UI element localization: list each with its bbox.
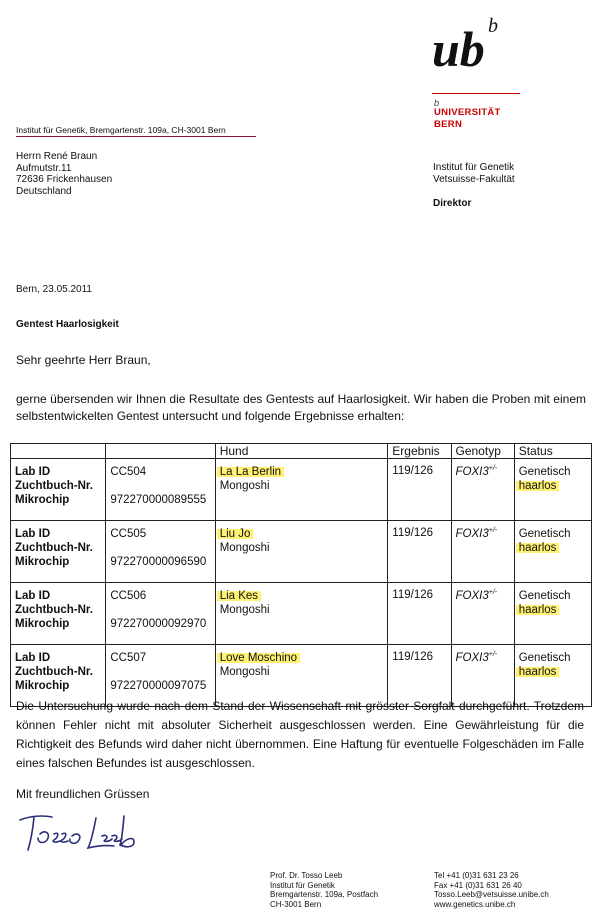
intro-paragraph: gerne übersenden wir Ihnen die Resultate des Gentests auf Haarlosigkeit. Wir haben die Proben mit einem selbstentwickelten Gentest untersucht und folgende Ergebnisse erhalten: xyxy=(16,392,586,423)
header-genotyp: Genotyp xyxy=(451,444,514,459)
genotype-gene: FOXI3 xyxy=(455,527,489,540)
director-label: Direktor xyxy=(433,198,472,209)
closing-paragraph: Die Untersuchung wurde nach dem Stand der Wissenschaft mit grösster Sorgfalt durchgeführt. Trotzdem können Fehler nicht mit absoluter Sicherheit ausgeschlossen werden. Eine Gewährleistung für die Richtigkeit des Befunds wird daher nicht übernommen. Eine Haftung für eventuelle Folgeschäden im Falle eines falschen Befundes ist ausgeschlossen. xyxy=(16,699,584,770)
id-cell xyxy=(106,459,215,521)
salutation: Sehr geehrte Herr Braun, xyxy=(16,353,151,367)
label-mikrochip: Mikrochip xyxy=(15,618,70,630)
footer-line: Institut für Genetik xyxy=(270,880,335,890)
dog-name: Love Moschino xyxy=(217,652,300,664)
label-lab-id: Lab ID xyxy=(15,528,51,540)
footer-line: CH-3001 Bern xyxy=(270,899,322,909)
id-cell xyxy=(106,521,215,583)
header-hund: Hund xyxy=(215,444,388,459)
status-cell xyxy=(514,521,591,583)
label-mikrochip: Mikrochip xyxy=(15,680,70,692)
status-line1: Genetisch xyxy=(518,466,571,478)
row-labels xyxy=(11,583,106,645)
genotype-allele: +/- xyxy=(488,651,498,658)
label-zuchtbuch: Zuchtbuch-Nr. xyxy=(15,666,93,678)
footer-phone: Tel +41 (0)31 631 23 26 xyxy=(434,871,519,880)
dog-breed: Mongoshi xyxy=(219,666,270,678)
row-labels xyxy=(11,459,106,521)
result-value: 119/126 xyxy=(388,583,451,645)
lab-id-value: CC505 xyxy=(110,528,147,540)
lab-id-value: CC507 xyxy=(110,652,147,664)
university-name xyxy=(434,107,501,131)
genotype-gene: FOXI3 xyxy=(455,465,489,478)
header-cell xyxy=(11,444,106,459)
label-mikrochip: Mikrochip xyxy=(15,494,70,506)
logo-b-superscript: b xyxy=(488,15,498,37)
results-table xyxy=(10,443,592,707)
id-cell xyxy=(106,583,215,645)
label-zuchtbuch: Zuchtbuch-Nr. xyxy=(15,542,93,554)
handwritten-signature xyxy=(16,810,156,855)
chip-value: 972270000092970 xyxy=(110,618,207,630)
genotype-cell xyxy=(451,459,514,521)
label-lab-id: Lab ID xyxy=(15,652,51,664)
lab-id-value: CC504 xyxy=(110,466,147,478)
footer-contact xyxy=(434,871,549,909)
recipient-line: Aufmutstr.11 xyxy=(16,162,72,174)
header-cell xyxy=(106,444,215,459)
university-name-line1: UNIVERSITÄT xyxy=(434,107,501,118)
genotype-allele: +/- xyxy=(488,589,498,596)
footer-line: Bremgartenstr. 109a, Postfach xyxy=(270,890,379,899)
sender-address-line: Institut für Genetik, Bremgartenstr. 109a, CH-3001 Bern xyxy=(16,125,226,135)
genotype-cell xyxy=(451,521,514,583)
recipient-line: Deutschland xyxy=(16,185,72,197)
dog-breed: Mongoshi xyxy=(219,604,270,616)
university-logo xyxy=(432,14,512,74)
institute-line: Institut für Genetik xyxy=(433,162,515,173)
status-line1: Genetisch xyxy=(518,590,571,602)
greeting: Mit freundlichen Grüssen xyxy=(16,787,150,801)
chip-value: 972270000096590 xyxy=(110,556,207,568)
result-value: 119/126 xyxy=(388,521,451,583)
recipient-address xyxy=(16,151,112,197)
genotype-gene: FOXI3 xyxy=(455,651,489,664)
status-line2: haarlos xyxy=(516,666,560,678)
dog-name: Lia Kes xyxy=(217,590,261,602)
table-header-row xyxy=(11,444,592,459)
genotype-gene: FOXI3 xyxy=(455,589,489,602)
logo-small-b: b xyxy=(434,98,440,108)
status-line2: haarlos xyxy=(516,542,560,554)
university-name-line2: BERN xyxy=(434,119,463,130)
dog-breed: Mongoshi xyxy=(219,542,270,554)
status-line2: haarlos xyxy=(516,604,560,616)
chip-value: 972270000097075 xyxy=(110,680,207,692)
label-zuchtbuch: Zuchtbuch-Nr. xyxy=(15,604,93,616)
footer-email: Tosso.Leeb@vetsuisse.unibe.ch xyxy=(434,890,549,899)
status-line2: haarlos xyxy=(516,480,560,492)
genotype-allele: +/- xyxy=(488,465,498,472)
institute-line: Vetsuisse-Fakultät xyxy=(433,173,515,185)
result-value: 119/126 xyxy=(388,645,451,707)
status-cell xyxy=(514,583,591,645)
genotype-cell xyxy=(451,583,514,645)
sender-rule xyxy=(16,136,256,137)
header-status: Status xyxy=(514,444,591,459)
footer-line: Prof. Dr. Tosso Leeb xyxy=(270,871,343,880)
footer-fax: Fax +41 (0)31 631 26 40 xyxy=(434,880,522,890)
dog-name: La La Berlin xyxy=(217,466,284,478)
genotype-allele: +/- xyxy=(488,527,498,534)
recipient-line: Herrn René Braun xyxy=(16,151,98,162)
dog-breed: Mongoshi xyxy=(219,480,270,492)
dog-cell xyxy=(215,583,388,645)
chip-value: 972270000089555 xyxy=(110,494,207,506)
status-line1: Genetisch xyxy=(518,652,571,664)
status-line1: Genetisch xyxy=(518,528,571,540)
table-row xyxy=(11,583,592,645)
label-lab-id: Lab ID xyxy=(15,466,51,478)
table-row xyxy=(11,459,592,521)
label-lab-id: Lab ID xyxy=(15,590,51,602)
row-labels xyxy=(11,521,106,583)
table-row xyxy=(11,521,592,583)
logo-rule xyxy=(432,93,520,94)
dog-name: Liu Jo xyxy=(217,528,254,540)
label-mikrochip: Mikrochip xyxy=(15,556,70,568)
status-cell xyxy=(514,459,591,521)
letter-subject: Gentest Haarlosigkeit xyxy=(16,319,119,330)
footer-website: www.genetics.unibe.ch xyxy=(434,899,516,909)
letter-date: Bern, 23.05.2011 xyxy=(16,284,92,295)
recipient-line: 72636 Frickenhausen xyxy=(16,174,113,185)
result-value: 119/126 xyxy=(388,459,451,521)
label-zuchtbuch: Zuchtbuch-Nr. xyxy=(15,480,93,492)
dog-cell xyxy=(215,459,388,521)
header-ergebnis: Ergebnis xyxy=(388,444,451,459)
logo-ub-text: ub xyxy=(432,21,485,74)
dog-cell xyxy=(215,521,388,583)
lab-id-value: CC506 xyxy=(110,590,147,602)
institute-block xyxy=(433,162,515,185)
footer-address xyxy=(270,871,378,909)
